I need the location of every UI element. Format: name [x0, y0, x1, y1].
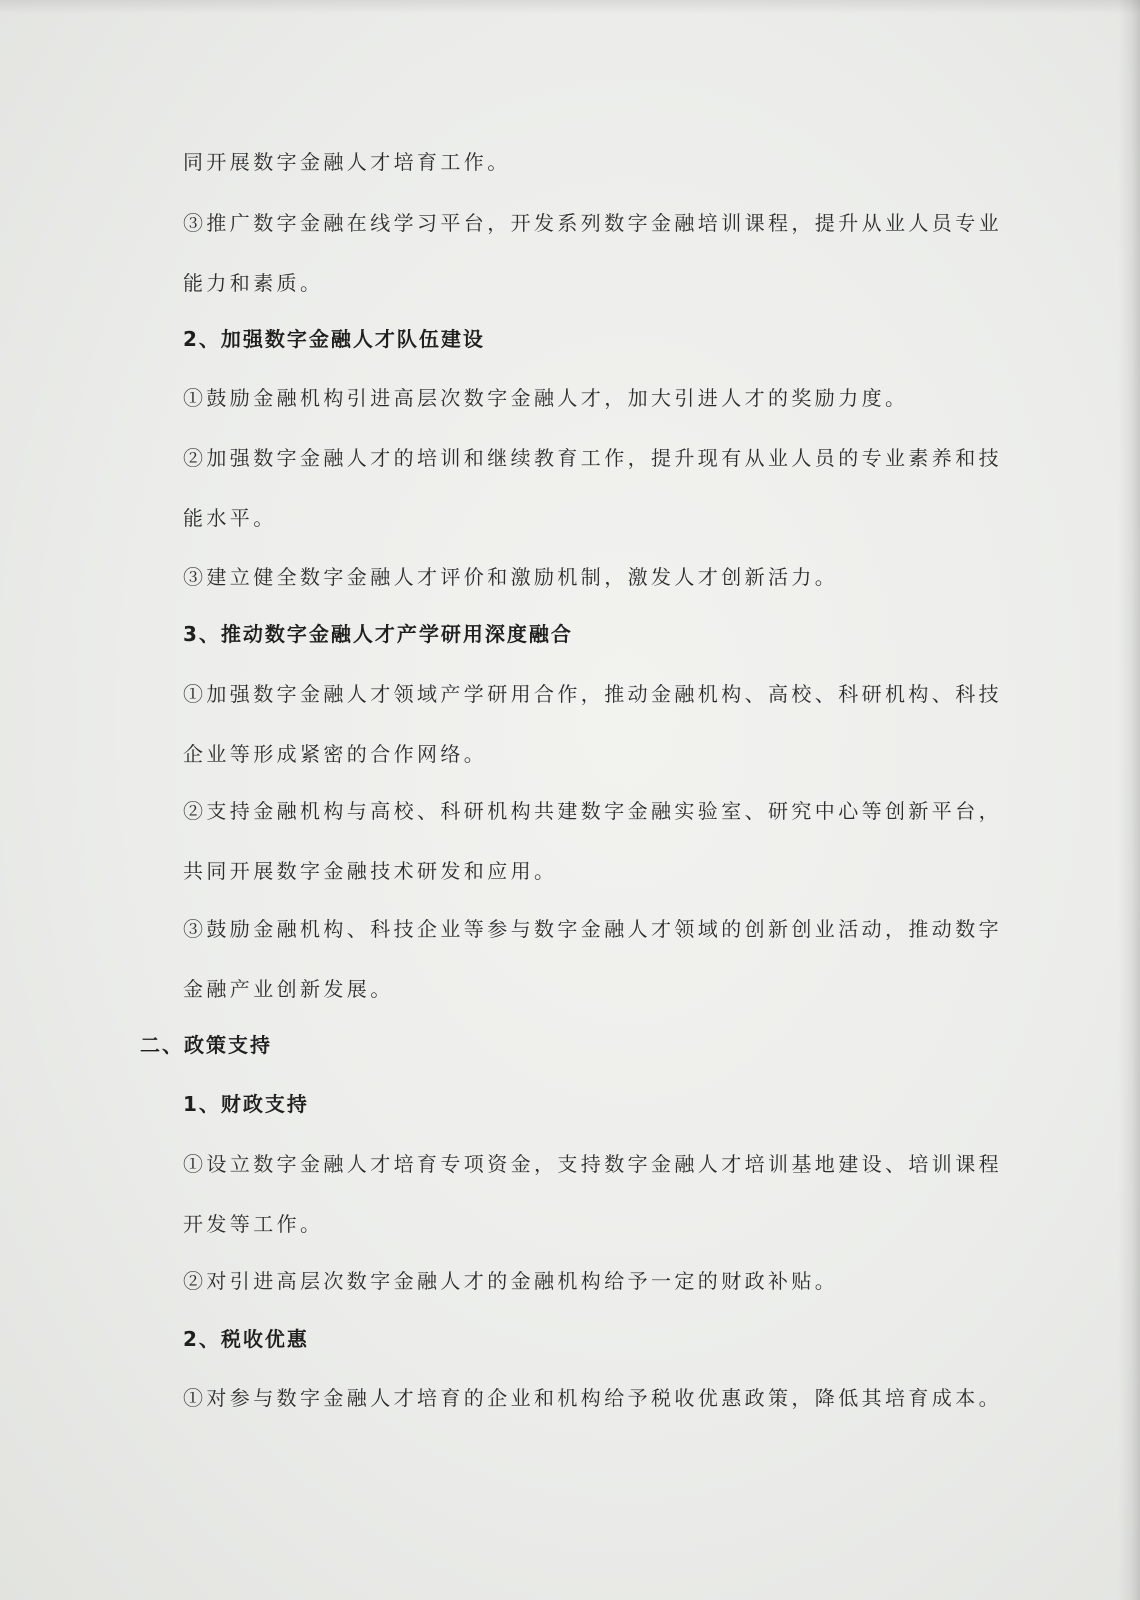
chapter-heading: 二、政策支持: [140, 1033, 272, 1057]
section-heading: 2、税收优惠: [183, 1327, 309, 1351]
paragraph-item: ①鼓励金融机构引进高层次数字金融人才，加大引进人才的奖励力度。: [183, 386, 909, 410]
paragraph-continuation: 同开展数字金融人才培育工作。: [183, 150, 511, 174]
paragraph-item: ①设立数字金融人才培育专项资金，支持数字金融人才培训基地建设、培训课程开发等工作。: [183, 1152, 1002, 1236]
paragraph-item: ②对引进高层次数字金融人才的金融机构给予一定的财政补贴。: [183, 1269, 839, 1293]
section-heading: 2、加强数字金融人才队伍建设: [183, 327, 485, 351]
paragraph-item: ③鼓励金融机构、科技企业等参与数字金融人才领域的创新创业活动，推动数字金融产业创新发展。: [183, 917, 1002, 1001]
paragraph-item: ③建立健全数字金融人才评价和激励机制，激发人才创新活力。: [183, 565, 839, 589]
section-heading: 3、推动数字金融人才产学研用深度融合: [183, 622, 573, 646]
paragraph-item: ②加强数字金融人才的培训和继续教育工作，提升现有从业人员的专业素养和技能水平。: [183, 446, 1002, 530]
paragraph-item: ①加强数字金融人才领域产学研用合作，推动金融机构、高校、科研机构、科技企业等形成紧密的合作网络。: [183, 682, 1002, 766]
paragraph-item: ②支持金融机构与高校、科研机构共建数字金融实验室、研究中心等创新平台，共同开展数字金融技术研发和应用。: [183, 799, 1002, 883]
section-heading: 1、财政支持: [183, 1092, 309, 1116]
paragraph-item: ③推广数字金融在线学习平台，开发系列数字金融培训课程，提升从业人员专业能力和素质。: [183, 211, 1002, 295]
paragraph-item: ①对参与数字金融人才培育的企业和机构给予税收优惠政策，降低其培育成本。: [183, 1386, 1002, 1410]
